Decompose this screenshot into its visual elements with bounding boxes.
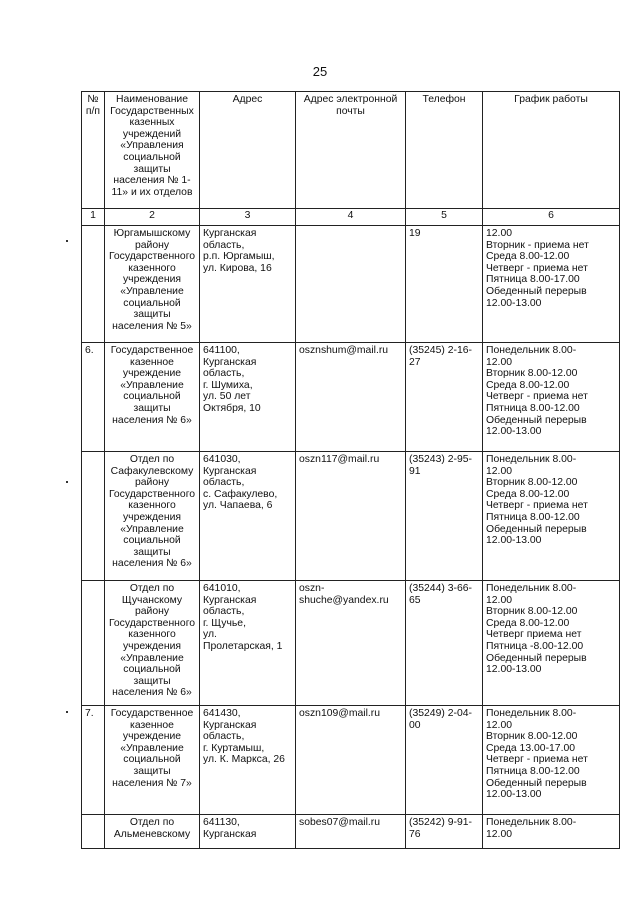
institution-email [296,226,406,343]
row-number: 7. [82,706,105,815]
institution-phone: (35243) 2-95- 91 [406,452,483,581]
header-address: Адрес [200,92,296,209]
institution-address: 641430, Курганская область, г. Куртамыш, ул. К. Маркса, 26 [200,706,296,815]
institution-address: Курганская область, р.п. Юргамыш, ул. Кирова, 16 [200,226,296,343]
institution-email: oszn117@mail.ru [296,452,406,581]
header-phone: Телефон [406,92,483,209]
column-number: 6 [483,209,620,226]
header-schedule: График работы [483,92,620,209]
table-row [82,815,620,849]
row-number [82,815,105,849]
header-num: № п/п [82,92,105,209]
institution-name: Отдел по Альменевскому [105,815,200,849]
institution-schedule: Понедельник 8.00- 12.00 Вторник 8.00-12.00 Среда 8.00-12.00 Четверг - приема нет Пятница 8.00-12.00 Обеденный перерыв 12.00-13.00 [483,343,620,452]
table-row [82,226,620,343]
row-number [82,226,105,343]
row-number: 6. [82,343,105,452]
institution-schedule: Понедельник 8.00- 12.00 Вторник 8.00-12.00 Среда 8.00-12.00 Четверг приема нет Пятница -8.00-12.00 Обеденный перерыв 12.00-13.00 [483,581,620,706]
institution-schedule: 12.00 Вторник - приема нет Среда 8.00-12.00 Четверг - приема нет Пятница 8.00-17.00 Обеденный перерыв 12.00-13.00 [483,226,620,343]
table-row [82,343,620,452]
column-number: 2 [105,209,200,226]
column-number: 5 [406,209,483,226]
institution-address: 641130, Курганская [200,815,296,849]
margin-mark [66,711,68,713]
institution-name: Отдел по Сафакулевскому району Государственного казенного учреждения «Управление социальной защиты населения № 6» [105,452,200,581]
header-row [82,92,620,209]
row-number [82,452,105,581]
institution-email: osznshum@mail.ru [296,343,406,452]
table-row [82,581,620,706]
institution-address: 641030, Курганская область, с. Сафакулево, ул. Чапаева, 6 [200,452,296,581]
header-name: Наименование Государственных казенных учреждений «Управления социальной защиты населения № 1- 11» и их отделов [105,92,200,209]
institution-address: 641010, Курганская область, г. Щучье, ул. Пролетарская, 1 [200,581,296,706]
margin-mark [66,240,68,242]
institution-schedule: Понедельник 8.00- 12.00 Вторник 8.00-12.00 Среда 13.00-17.00 Четверг - приема нет Пятница 8.00-12.00 Обеденный перерыв 12.00-13.00 [483,706,620,815]
institution-schedule: Понедельник 8.00- 12.00 Вторник 8.00-12.00 Среда 8.00-12.00 Четверг - приема нет Пятница 8.00-12.00 Обеденный перерыв 12.00-13.00 [483,452,620,581]
institution-email: oszn- shuche@yandex.ru [296,581,406,706]
institution-phone: (35244) 3-66- 65 [406,581,483,706]
row-number [82,581,105,706]
institution-schedule: Понедельник 8.00- 12.00 [483,815,620,849]
margin-mark [66,481,68,483]
column-number-row [82,209,620,226]
page-number: 25 [312,64,328,79]
institution-name: Государственное казенное учреждение «Управление социальной защиты населения № 6» [105,343,200,452]
institution-phone: (35245) 2-16- 27 [406,343,483,452]
institution-email: oszn109@mail.ru [296,706,406,815]
institution-name: Отдел по Щучанскому району Государственного казенного учреждения «Управление социальной защиты населения № 6» [105,581,200,706]
institution-name: Юргамышскому району Государственного казенного учреждения «Управление социальной защиты населения № 5» [105,226,200,343]
column-number: 1 [82,209,105,226]
institution-phone: (35249) 2-04- 00 [406,706,483,815]
table-row [82,706,620,815]
header-email: Адрес электронной почты [296,92,406,209]
institution-address: 641100, Курганская область, г. Шумиха, ул. 50 лет Октября, 10 [200,343,296,452]
institution-phone: (35242) 9-91- 76 [406,815,483,849]
institutions-table [81,91,620,849]
column-number: 4 [296,209,406,226]
column-number: 3 [200,209,296,226]
institution-email: sobes07@mail.ru [296,815,406,849]
institution-phone: 19 [406,226,483,343]
institution-name: Государственное казенное учреждение «Управление социальной защиты населения № 7» [105,706,200,815]
table-row [82,452,620,581]
